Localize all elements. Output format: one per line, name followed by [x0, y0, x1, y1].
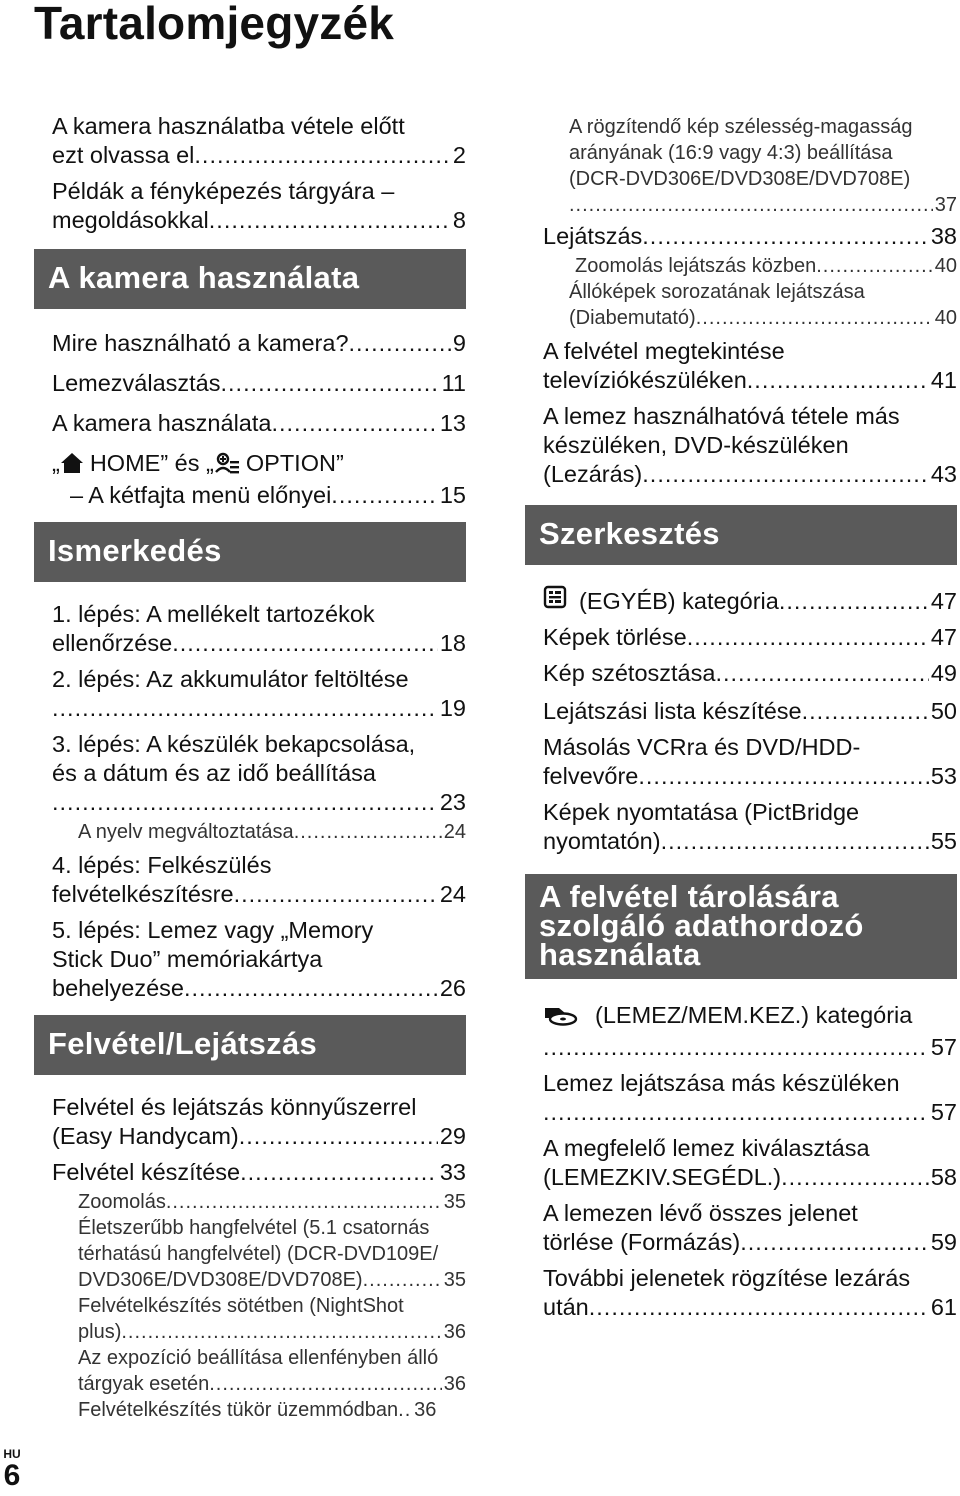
toc-entry-text: megoldásokkal: [52, 207, 209, 233]
toc-entry-text: behelyezése: [52, 975, 184, 1001]
page-badge: [2, 1448, 22, 1492]
page-number: 18: [439, 630, 466, 656]
toc-entry[interactable]: [34, 665, 466, 723]
toc-entry-text: és a dátum és az idő beállítása: [52, 760, 376, 786]
toc-subentry[interactable]: [525, 279, 957, 331]
leader-dots: [740, 1228, 929, 1257]
toc-entry-text: Képek törlése: [543, 624, 687, 650]
toc-entry[interactable]: [34, 851, 466, 909]
toc-entry-text: után: [543, 1294, 589, 1320]
toc-entry-text: OPTION”: [245, 450, 344, 476]
toc-entry-text: Példák a fényképezés tárgyára –: [52, 178, 395, 204]
toc-entry[interactable]: [525, 222, 957, 251]
leader-dots: [661, 827, 929, 856]
toc-entry[interactable]: [34, 1158, 466, 1187]
option-icon: [214, 452, 240, 481]
leader-dots: [638, 762, 929, 791]
page-number: 2: [452, 142, 466, 168]
toc-entry-text: (Diabemutató): [569, 307, 696, 329]
toc-entry-text: 1. lépés: A mellékelt tartozékok: [52, 601, 375, 627]
toc-entry-text: Zoomolás: [78, 1191, 166, 1213]
toc-entry-text: A felvétel megtekintése: [543, 338, 785, 364]
page-title: Tartalomjegyzék: [34, 0, 395, 49]
toc-entry[interactable]: [34, 177, 466, 235]
page-number: 49: [930, 660, 957, 686]
leader-dots: [172, 629, 438, 658]
page-number: 53: [930, 763, 957, 789]
toc-entry[interactable]: [34, 409, 466, 438]
disc-memory-icon: [543, 1004, 579, 1033]
page-number: 36: [443, 1321, 466, 1343]
toc-entry[interactable]: [34, 369, 466, 398]
page-number-footer: 6: [3, 1459, 21, 1492]
toc-entry-text: 4. lépés: Felkészülés: [52, 852, 272, 878]
section-heading-line: szolgáló adathordozó: [539, 908, 864, 943]
leader-dots: [781, 1163, 929, 1192]
leader-dots: [687, 623, 929, 652]
toc-entry-text: Képek nyomtatása (PictBridge: [543, 799, 860, 825]
toc-entry-text: A lemezen lévő összes jelenet: [543, 1200, 858, 1226]
page-number: 23: [439, 789, 466, 815]
toc-entry[interactable]: [34, 329, 466, 358]
page-number: 19: [439, 695, 466, 721]
leader-dots: [802, 697, 929, 726]
leader-dots: [221, 369, 440, 398]
page-number: 37: [934, 194, 957, 216]
toc-entry-text: – A kétfajta menü előnyei: [70, 482, 332, 508]
leader-dots: [543, 1098, 929, 1127]
toc-entry-text: (LEMEZKIV.SEGÉDL.): [543, 1164, 782, 1190]
toc-entry[interactable]: [34, 1093, 466, 1151]
toc-entry-text: Kép szétosztása: [543, 660, 716, 686]
page-number: 29: [439, 1123, 466, 1149]
toc-entry-text: A kamera használata: [52, 410, 272, 436]
toc-entry-text: A rögzítendő kép szélesség-magasság: [569, 116, 913, 138]
page-number: 24: [443, 821, 466, 843]
leader-dots: [642, 222, 929, 251]
leader-dots: [294, 819, 442, 845]
page-number: 58: [930, 1164, 957, 1190]
toc-entry[interactable]: [525, 402, 957, 489]
leader-dots: [239, 1122, 438, 1151]
toc-entry-text: (LEMEZ/MEM.KEZ.) kategória: [595, 1002, 913, 1028]
toc-right-column: [525, 114, 957, 1329]
page-number: 61: [930, 1294, 957, 1320]
page-number: 43: [930, 461, 957, 487]
toc-entry-text: Zoomolás lejátszás közben: [575, 255, 817, 277]
toc-entry-text: (Easy Handycam): [52, 1123, 239, 1149]
toc-entry-text: DVD306E/DVD308E/DVD708E): [78, 1269, 363, 1291]
toc-entry[interactable]: [34, 449, 466, 510]
toc-entry[interactable]: [525, 1069, 957, 1127]
toc-entry-text: Életszerűbb hangfelvétel (5.1 csatornás: [78, 1217, 430, 1239]
toc-entry-text: (DCR-DVD306E/DVD308E/DVD708E): [569, 168, 911, 190]
toc-entry-text: Lemez lejátszása más készüléken: [543, 1070, 900, 1096]
page-number: 36: [414, 1399, 437, 1421]
toc-entry-text: 5. lépés: Lemez vagy „Memory: [52, 917, 374, 943]
toc-entry-text: Felvételkészítés tükör üzemmódban: [78, 1399, 399, 1421]
page-number: 40: [934, 307, 957, 329]
page-number: 38: [930, 223, 957, 249]
page-number: 35: [443, 1191, 466, 1213]
leader-dots: [589, 1293, 929, 1322]
page-number: 11: [441, 370, 466, 396]
leader-dots: [398, 1397, 412, 1423]
toc-entry-text: Stick Duo” memóriakártya: [52, 946, 323, 972]
page-number: 24: [439, 881, 466, 907]
toc-entry-text: készüléken, DVD-készüléken: [543, 432, 849, 458]
toc-entry-text: felvevőre: [543, 763, 639, 789]
leader-dots: [543, 1033, 929, 1062]
page-number: 57: [930, 1099, 957, 1125]
toc-entry-text: Az expozíció beállítása ellenfényben álló: [78, 1347, 439, 1369]
section-heading: Felvétel/Lejátszás: [34, 1015, 466, 1075]
page-number: 33: [439, 1159, 466, 1185]
page-number: 15: [439, 482, 466, 508]
toc-subentry[interactable]: [525, 114, 957, 218]
page-number: 50: [930, 698, 957, 724]
leader-dots: [52, 694, 438, 723]
toc-entry[interactable]: [34, 600, 466, 658]
toc-entry-text: HOME” és „: [89, 450, 214, 476]
toc-entry-text: televíziókészüléken: [543, 367, 747, 393]
section-heading-line: A felvétel tárolására: [539, 879, 839, 914]
page-number: 8: [452, 207, 466, 233]
other-category-icon: [543, 585, 567, 616]
toc-entry-text: 3. lépés: A készülék bekapcsolása,: [52, 731, 416, 757]
page-number: 36: [443, 1373, 466, 1395]
leader-dots: [271, 409, 437, 438]
leader-dots: [209, 206, 451, 235]
leader-dots: [715, 659, 928, 688]
toc-subentry[interactable]: [34, 1345, 466, 1397]
toc-entry[interactable]: [525, 733, 957, 791]
leader-dots: [349, 329, 451, 358]
toc-subentry[interactable]: [34, 1397, 466, 1423]
page-number: 47: [930, 624, 957, 650]
toc-entry[interactable]: [525, 1264, 957, 1322]
section-heading: Ismerkedés: [34, 522, 466, 582]
section-heading: [525, 874, 957, 979]
toc-entry-text: 2. lépés: Az akkumulátor feltöltése: [52, 666, 409, 692]
leader-dots: [747, 366, 929, 395]
toc-entry-text: Felvételkészítés sötétben (NightShot: [78, 1295, 404, 1317]
leader-dots: [696, 305, 933, 331]
section-heading: Szerkesztés: [525, 505, 957, 565]
toc-entry[interactable]: [525, 623, 957, 652]
toc-entry-text: Mire használható a kamera?: [52, 330, 349, 356]
toc-entry-text: A kamera használatba vétele előtt: [52, 113, 405, 139]
toc-entry[interactable]: [34, 112, 466, 170]
toc-entry[interactable]: [525, 585, 957, 616]
toc-subentry[interactable]: [34, 1215, 466, 1293]
toc-entry[interactable]: [525, 659, 957, 688]
toc-entry-text: Felvétel és lejátszás könnyűszerrel: [52, 1094, 417, 1120]
leader-dots: [816, 253, 933, 279]
toc-entry-text: ezt olvassa el: [52, 142, 195, 168]
toc-entry-text: A megfelelő lemez kiválasztása: [543, 1135, 870, 1161]
page-number: 13: [439, 410, 466, 436]
toc-entry-text: tárgyak esetén: [78, 1373, 210, 1395]
toc-entry-text: Lejátszási lista készítése: [543, 698, 802, 724]
page-number: 55: [930, 828, 957, 854]
toc-entry-text: (EGYÉB) kategória: [579, 588, 779, 614]
toc-entry-text: Állóképek sorozatának lejátszása: [569, 281, 865, 303]
toc-subentry[interactable]: [34, 819, 466, 845]
quote-mark: „: [52, 450, 60, 476]
page-number: 57: [930, 1034, 957, 1060]
toc-entry-text: Lejátszás: [543, 223, 643, 249]
toc-entry-text: felvételkészítésre: [52, 881, 234, 907]
leader-dots: [642, 460, 929, 489]
page-number: 47: [930, 588, 957, 614]
page-number: 9: [452, 330, 466, 356]
leader-dots: [166, 1189, 442, 1215]
toc-entry-text: A lemez használhatóvá tétele más: [543, 403, 900, 429]
toc-entry[interactable]: [34, 730, 466, 817]
page-number: 59: [930, 1229, 957, 1255]
leader-dots: [52, 788, 438, 817]
leader-dots: [194, 141, 451, 170]
toc-subentry[interactable]: [34, 1293, 466, 1345]
leader-dots: [569, 192, 933, 218]
toc-entry[interactable]: [525, 337, 957, 395]
toc-subentry[interactable]: [525, 253, 957, 279]
toc-left-column: [34, 112, 466, 1423]
toc-entry-text: (Lezárás): [543, 461, 643, 487]
toc-entry-text: nyomtatón): [543, 828, 661, 854]
section-heading: A kamera használata: [34, 249, 466, 309]
page-number: 35: [443, 1269, 466, 1291]
leader-dots: [121, 1319, 441, 1345]
toc-entry[interactable]: [525, 798, 957, 856]
leader-dots: [209, 1371, 442, 1397]
leader-dots: [184, 974, 438, 1003]
leader-dots: [331, 481, 438, 510]
toc-entry[interactable]: [525, 697, 957, 726]
toc-entry-text: Felvétel készítése: [52, 1159, 241, 1185]
page-number: 40: [934, 255, 957, 277]
toc-entry-text: arányának (16:9 vagy 4:3) beállítása: [569, 142, 893, 164]
toc-entry-text: Másolás VCRra és DVD/HDD-: [543, 734, 861, 760]
home-icon: [60, 452, 84, 481]
toc-entry-text: A nyelv megváltoztatása: [78, 821, 294, 843]
page-number: 41: [930, 367, 957, 393]
leader-dots: [779, 587, 929, 616]
toc-entry[interactable]: [525, 1199, 957, 1257]
toc-entry[interactable]: [525, 1001, 957, 1062]
toc-entry[interactable]: [34, 916, 466, 1003]
leader-dots: [240, 1158, 438, 1187]
toc-entry-text: térhatású hangfelvétel) (DCR-DVD109E/: [78, 1243, 439, 1265]
page-number: 26: [439, 975, 466, 1001]
toc-entry-text: További jelenetek rögzítése lezárás: [543, 1265, 911, 1291]
toc-subentry[interactable]: [34, 1189, 466, 1215]
leader-dots: [234, 880, 438, 909]
language-code: HU: [3, 1447, 21, 1461]
toc-entry-text: törlése (Formázás): [543, 1229, 741, 1255]
toc-entry-text: plus): [78, 1321, 122, 1343]
leader-dots: [363, 1267, 442, 1293]
toc-entry-text: ellenőrzése: [52, 630, 173, 656]
section-heading-line: használata: [539, 937, 701, 972]
toc-entry-text: Lemezválasztás: [52, 370, 221, 396]
toc-entry[interactable]: [525, 1134, 957, 1192]
